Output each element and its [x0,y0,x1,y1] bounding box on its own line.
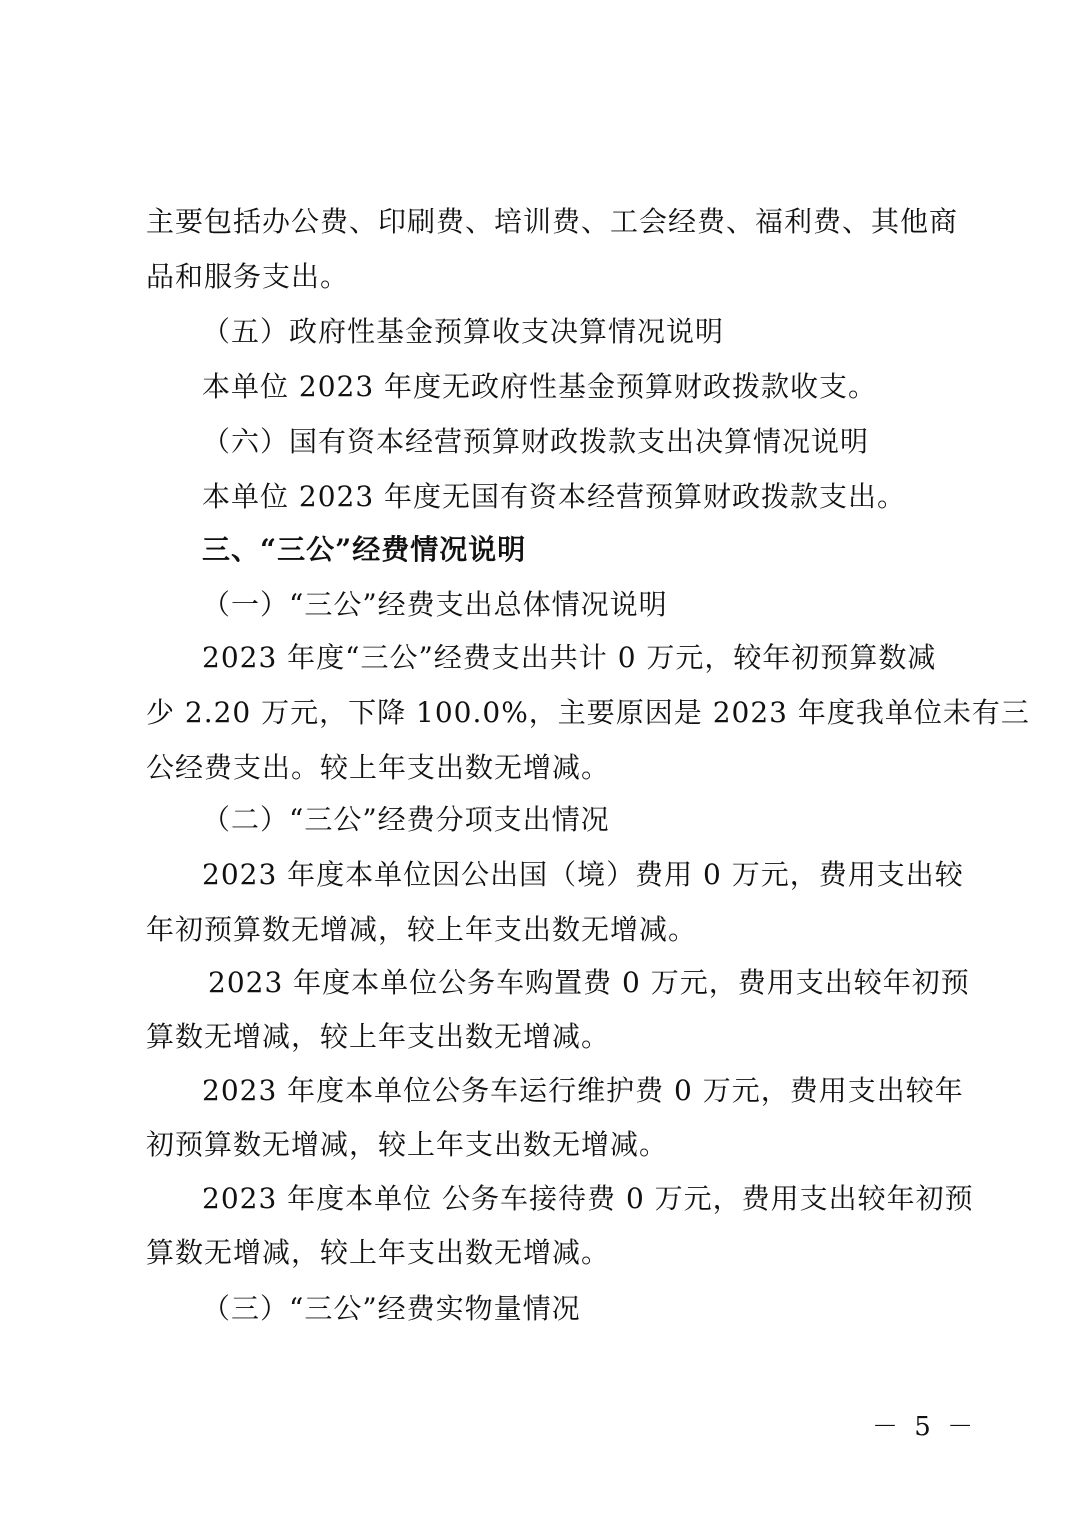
body-text-line: 2023 年度“三公”经费支出共计 0 万元，较年初预算数减 [202,641,937,674]
chapter-heading: 三、“三公”经费情况说明 [202,533,527,566]
body-text-line: 2023 年度本单位公务车运行维护费 0 万元，费用支出较年 [202,1074,964,1107]
body-text-line: 公经费支出。较上年支出数无增减。 [146,751,611,784]
body-text-line: 本单位 2023 年度无政府性基金预算财政拨款收支。 [202,370,878,403]
body-text-line: 少 2.20 万元，下降 100.0%，主要原因是 2023 年度我单位未有三 [146,696,1030,729]
body-text-line: 初预算数无增减，较上年支出数无增减。 [146,1128,669,1161]
body-text-line: 算数无增减，较上年支出数无增减。 [146,1020,611,1053]
body-text-line: 品和服务支出。 [146,260,350,293]
page-number: － 5 － [872,1412,978,1442]
body-text-line: 2023 年度本单位因公出国（境）费用 0 万元，费用支出较 [202,858,964,891]
body-text-line: 年初预算数无增减，较上年支出数无增减。 [146,913,698,946]
section-heading: （二）“三公”经费分项支出情况 [202,803,610,836]
body-text-line: 算数无增减，较上年支出数无增减。 [146,1236,611,1269]
body-text-line: 主要包括办公费、印刷费、培训费、工会经费、福利费、其他商 [146,205,959,238]
body-text-line: 2023 年度本单位 公务车接待费 0 万元，费用支出较年初预 [202,1182,974,1215]
body-text-line: 本单位 2023 年度无国有资本经营预算财政拨款支出。 [202,480,907,513]
body-text-line: 2023 年度本单位公务车购置费 0 万元，费用支出较年初预 [208,966,970,999]
section-heading: （五）政府性基金预算收支决算情况说明 [202,315,725,348]
section-heading: （六）国有资本经营预算财政拨款支出决算情况说明 [202,425,870,458]
section-heading: （一）“三公”经费支出总体情况说明 [202,588,668,621]
section-heading: （三）“三公”经费实物量情况 [202,1292,581,1325]
